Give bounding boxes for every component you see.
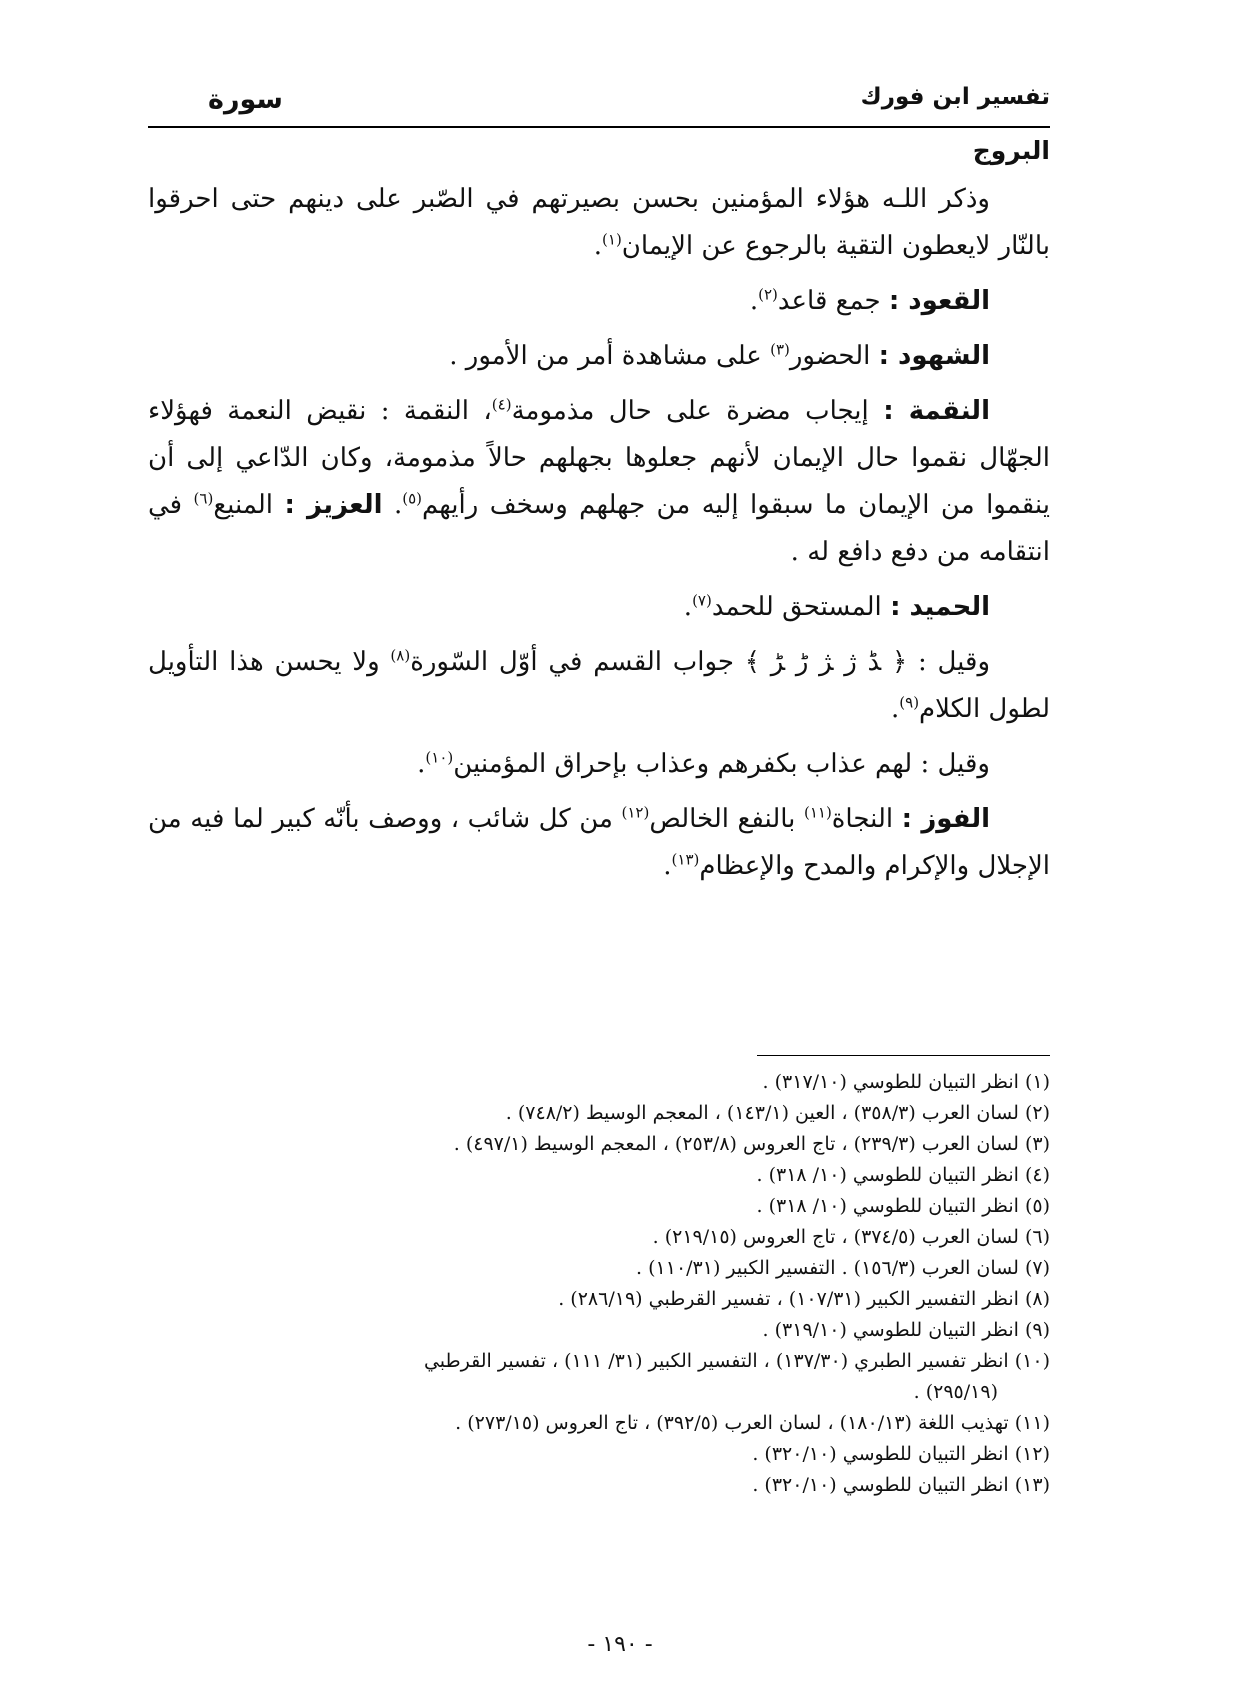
term: النقمة : bbox=[883, 396, 990, 426]
footnote-item: (١٢) انظر التبيان للطوسي (٣٢٠/١٠) . bbox=[752, 1443, 1050, 1465]
footnote-item: (٧) لسان العرب (١٥٦/٣) . التفسير الكبير (١١٠/٣١) . bbox=[636, 1257, 1050, 1279]
footnote-ref: (٦) bbox=[193, 489, 214, 508]
footnote-ref: (٣) bbox=[770, 340, 790, 359]
footnote-item-continuation: (٢٩٥/١٩) . bbox=[913, 1381, 998, 1403]
surah-label: سورة bbox=[208, 84, 283, 115]
paragraph-intro: وذكر اللـه هؤلاء المؤمنين بحسن بصيرتهم في الصّبر على دينهم حتى احرقوا بالنّار لايعطون التقية بالرجوع عن الإيمان$^{(١)}$. bbox=[148, 184, 1050, 261]
footnote-divider bbox=[757, 1055, 1050, 1056]
footnote-item: (٩) انظر التبيان للطوسي (٣١٩/١٠) . bbox=[762, 1319, 1050, 1341]
header-divider bbox=[148, 126, 1050, 128]
footnote-ref: (١٠) bbox=[425, 748, 454, 767]
page-number: - ١٩٠ - bbox=[587, 1632, 653, 1657]
definition-niqma: النقمة : إيجاب مضرة على حال مذمومة$^{(٤)}$، النقمة : نقيض النعمة فهؤلاء الجهّال نقموا حال الإيمان لأنهم جعلوها بجهلهم حالاً مذمومة، وكان الدّاعي إلى أن ينقموا من الإيمان ما سبقوا إليه من جهلهم وسخف رأيهم$^{(٥)}$. العزيز : المنيع$^{(٦)}$ في انتقامه من دفع دافع له . bbox=[148, 395, 1050, 567]
definition-fawz: الفوز : النجاة$^{(١١)}$ بالنفع الخالص$^{(١٢)}$ من كل شائب ، ووصف بأنّه كبير لما فيه من الإجلال والإكرام والمدح والإعظام$^{(١٣)}$. bbox=[148, 803, 1050, 881]
footnote-ref: (١٣) bbox=[671, 850, 700, 869]
term: الفوز : bbox=[901, 804, 991, 834]
footnote-item: (٢) لسان العرب (٣٥٨/٣) ، العين (١٤٣/١) ، المعجم الوسيط (٧٤٨/٢) . bbox=[505, 1102, 1050, 1124]
footnote-ref: (١١) bbox=[803, 803, 832, 822]
footnote-ref: (٤) bbox=[491, 395, 512, 414]
definition-hamid: الحميد : المستحق للحمد$^{(٧)}$. bbox=[683, 591, 990, 622]
footnote-item: (٥) انظر التبيان للطوسي (١٠/ ٣١٨) . bbox=[756, 1195, 1050, 1217]
definition-quud: القعود : جمع قاعد$^{(٢)}$. bbox=[749, 285, 990, 316]
footnotes bbox=[148, 1067, 1050, 1501]
footnote-item: (٣) لسان العرب (٢٣٩/٣) ، تاج العروس (٢٥٣/٨) ، المعجم الوسيط (٤٩٧/١) . bbox=[453, 1133, 1050, 1155]
footnote-item: (١) انظر التبيان للطوسي (٣١٧/١٠) . bbox=[762, 1071, 1050, 1093]
running-header bbox=[148, 84, 1050, 128]
paragraph-qila-1: وقيل : ﴿ ﮉ ﮊ ﮋ ﮌ ﮍ ﴾ جواب القسم في أوّل السّورة$^{(٨)}$ ولا يحسن هذا التأويل لطول الكلام$^{(٩)}$. bbox=[148, 646, 1050, 724]
footnote-item: (١٠) انظر تفسير الطبري (١٣٧/٣٠) ، التفسير الكبير (٣١/ ١١١) ، تفسير القرطبي bbox=[423, 1350, 1050, 1372]
term: العزيز : bbox=[284, 490, 383, 520]
surah-name: البروج bbox=[972, 136, 1050, 165]
footnote-item: (٨) انظر التفسير الكبير (١٠٧/٣١) ، تفسير القرطبي (٢٨٦/١٩) . bbox=[558, 1288, 1050, 1310]
paragraph-qila-2: وقيل : لهم عذاب بكفرهم وعذاب بإحراق المؤمنين$^{(١٠)}$. bbox=[417, 748, 990, 779]
footnote-ref: (١) bbox=[602, 230, 622, 249]
footnote-ref: (١٢) bbox=[621, 803, 650, 822]
main-text bbox=[148, 176, 1050, 890]
footnote-item: (٤) انظر التبيان للطوسي (١٠/ ٣١٨) . bbox=[756, 1164, 1050, 1186]
footnote-ref: (٥) bbox=[402, 489, 422, 508]
footnote-ref: (٧) bbox=[692, 591, 712, 610]
term: الشهود : bbox=[878, 341, 990, 371]
footnote-ref: (٢) bbox=[758, 285, 778, 304]
footnote-item: (١١) تهذيب اللغة (١٨٠/١٣) ، لسان العرب (٣٩٢/٥) ، تاج العروس (٢٧٣/١٥) . bbox=[455, 1412, 1050, 1434]
term: القعود : bbox=[888, 286, 990, 316]
definition-shuhud: الشهود : الحضور$^{(٣)}$ على مشاهدة أمر من الأمور . bbox=[449, 340, 990, 371]
book-title: تفسير ابن فورك bbox=[860, 84, 1050, 110]
footnote-ref: (٩) bbox=[899, 693, 920, 712]
footnote-item: (٦) لسان العرب (٣٧٤/٥) ، تاج العروس (٢١٩/١٥) . bbox=[652, 1226, 1050, 1248]
footnote-ref: (٨) bbox=[390, 646, 411, 665]
footnote-item: (١٣) انظر التبيان للطوسي (٣٢٠/١٠) . bbox=[752, 1474, 1050, 1496]
term: الحميد : bbox=[890, 592, 990, 622]
